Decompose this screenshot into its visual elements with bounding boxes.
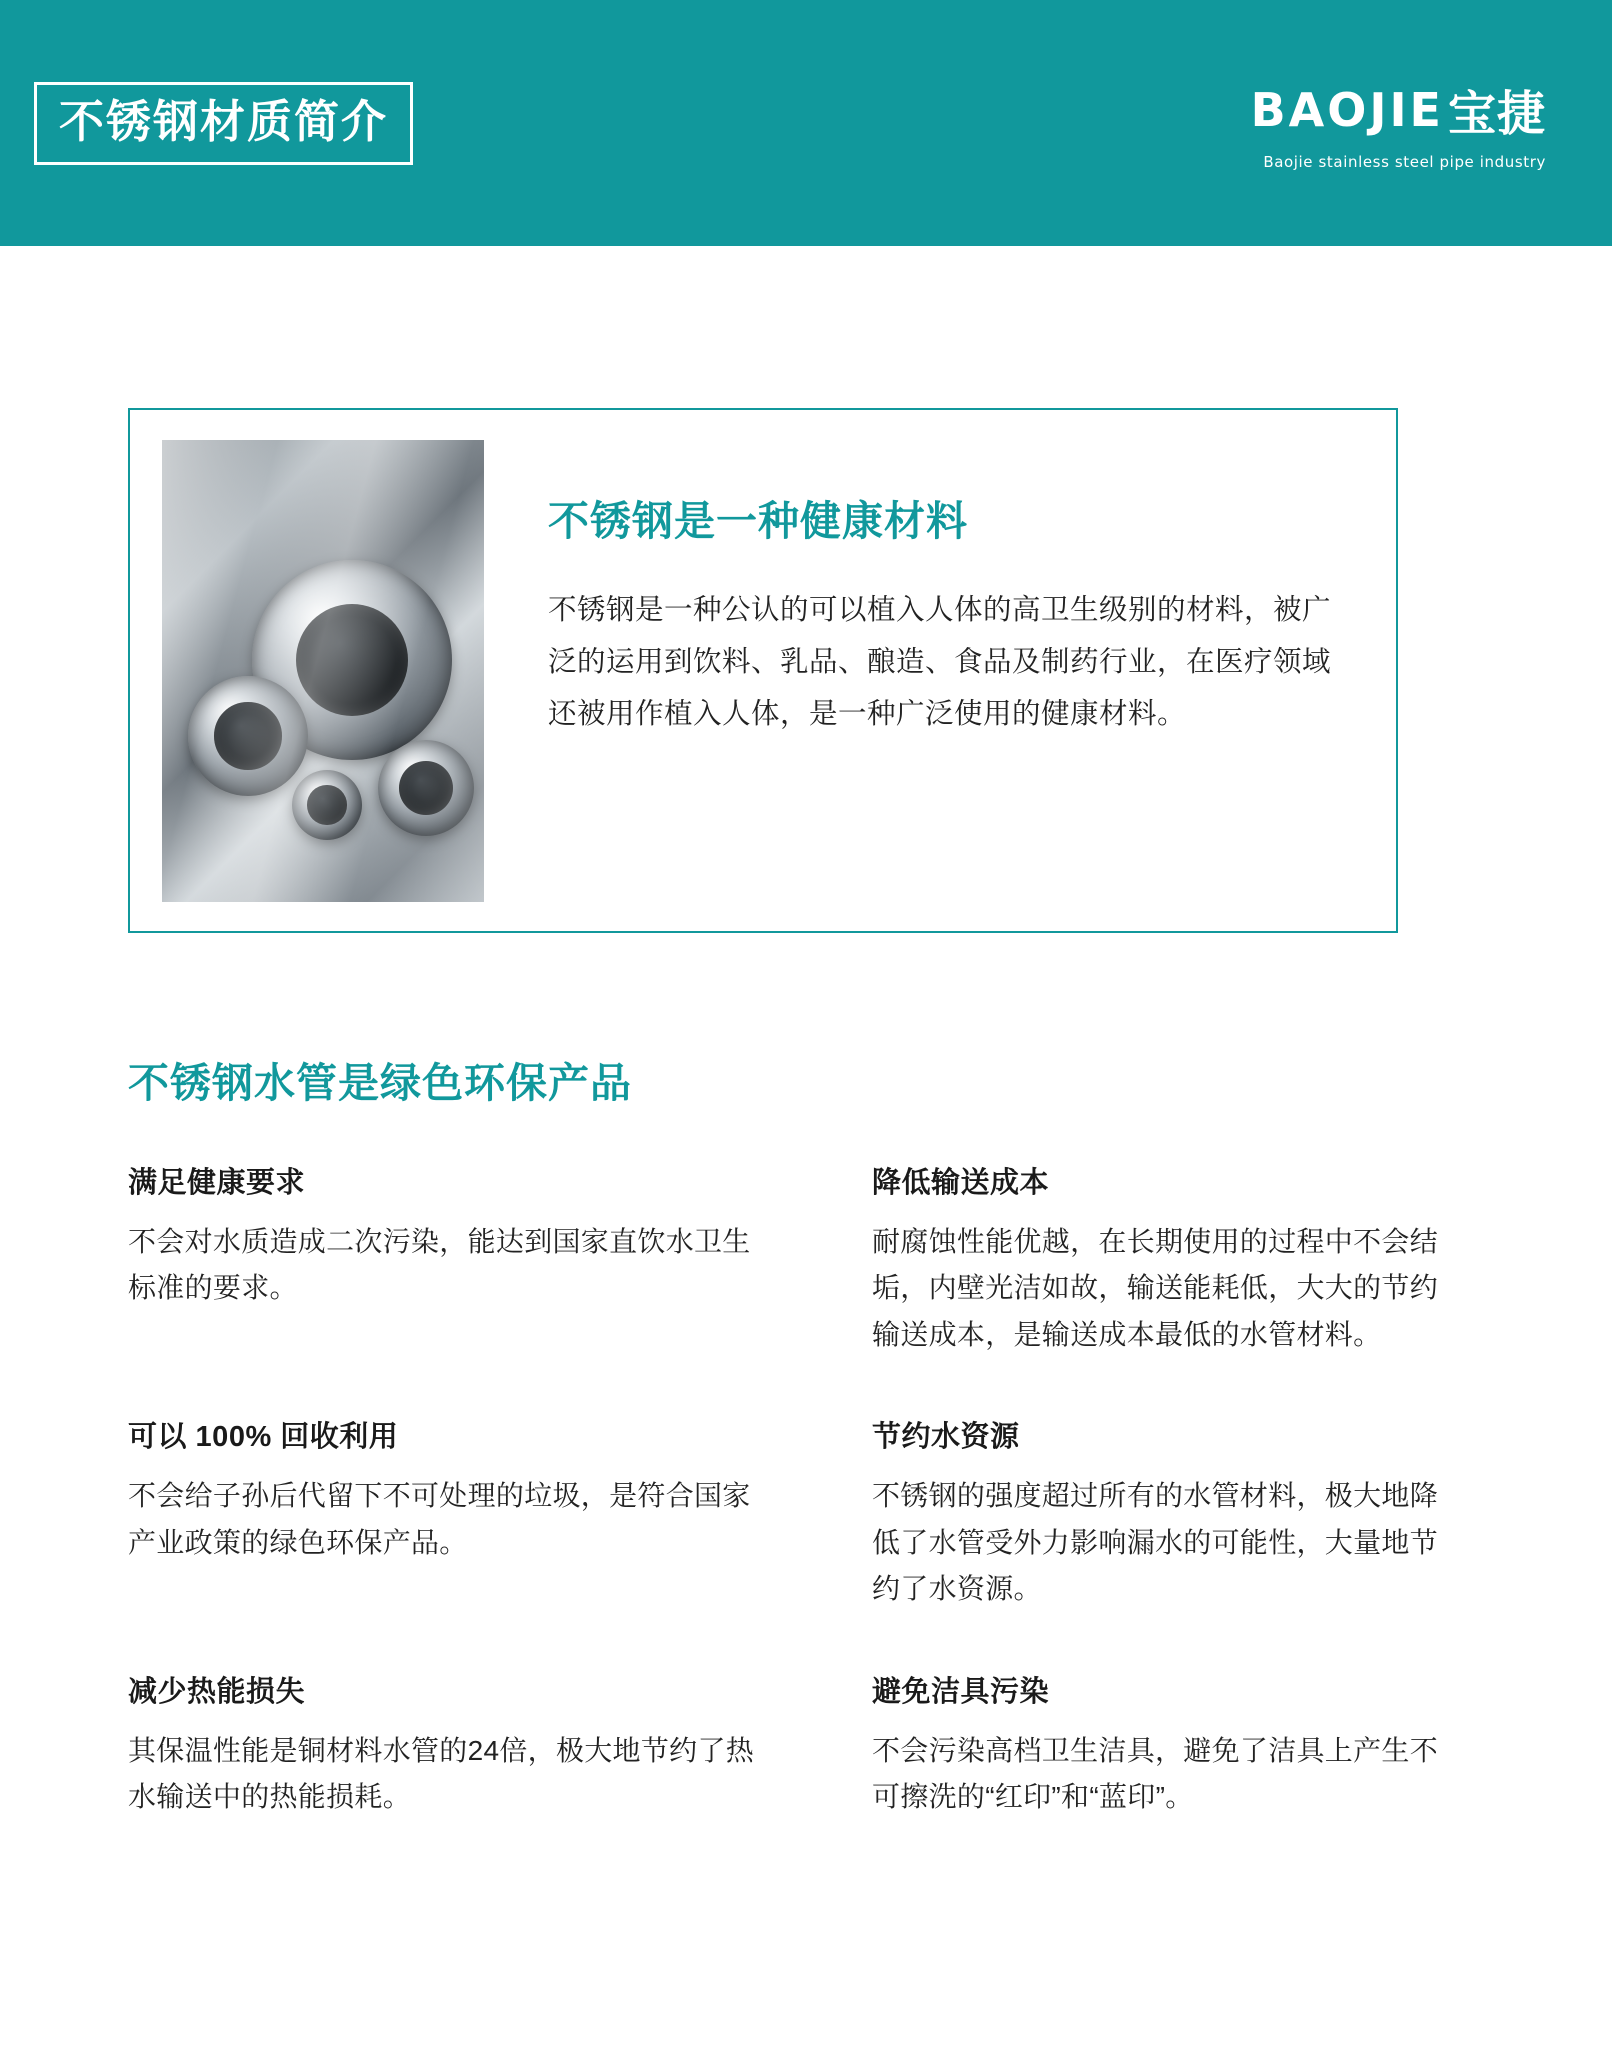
brand-logo-row xyxy=(1251,75,1546,144)
feature-item xyxy=(872,1414,1468,1612)
brand-latin-text: BAOJIE xyxy=(1250,82,1444,137)
feature-body: 不锈钢的强度超过所有的水管材料，极大地降低了水管受外力影响漏水的可能性，大量地节约了水资源。 xyxy=(872,1480,1439,1605)
page-title-box xyxy=(34,82,413,165)
feature-body: 不会给子孙后代留下不可处理的垃圾，是符合国家产业政策的绿色环保产品。 xyxy=(128,1480,751,1558)
feature-item xyxy=(872,1160,1468,1358)
feature-item xyxy=(872,1669,1468,1821)
brand-logo xyxy=(1251,75,1546,171)
pipe-shape-medium xyxy=(188,676,308,796)
feature-title: 减少热能损失 xyxy=(128,1675,306,1708)
feature-title: 节约水资源 xyxy=(872,1421,1020,1454)
feature-item xyxy=(128,1160,872,1358)
feature-body: 耐腐蚀性能优越，在长期使用的过程中不会结垢，内壁光洁如故，输送能耗低，大大的节约输送成本，是输送成本最低的水管材料。 xyxy=(872,1226,1439,1350)
feature-title: 避免洁具污染 xyxy=(872,1675,1050,1708)
feature-title: 可以 100% 回收利用 xyxy=(128,1421,399,1454)
stainless-steel-pipes-photo xyxy=(162,440,484,902)
intro-text-column xyxy=(484,440,1366,901)
intro-heading: 不锈钢是一种健康材料 xyxy=(548,498,968,544)
feature-body: 不会污染高档卫生洁具，避免了洁具上产生不可擦洗的“红印”和“蓝印”。 xyxy=(872,1734,1439,1813)
pipe-shape-small xyxy=(378,740,474,836)
feature-title: 降低输送成本 xyxy=(872,1167,1050,1199)
feature-item xyxy=(128,1414,872,1612)
feature-title: 满足健康要求 xyxy=(128,1167,306,1199)
intro-card-inner xyxy=(130,410,1396,931)
section-heading: 不锈钢水管是绿色环保产品 xyxy=(128,1060,632,1106)
intro-card xyxy=(128,408,1398,933)
feature-item xyxy=(128,1669,872,1821)
feature-body: 不会对水质造成二次污染，能达到国家直饮水卫生标准的要求。 xyxy=(128,1226,751,1304)
page-title: 不锈钢材质简介 xyxy=(59,95,389,147)
brand-chinese-text: 宝捷 xyxy=(1447,88,1546,141)
feature-body: 其保温性能是铜材料水管的24倍，极大地节约了热水输送中的热能损耗。 xyxy=(128,1734,755,1813)
page-header xyxy=(0,0,1612,246)
intro-body-text: 不锈钢是一种公认的可以植入人体的高卫生级别的材料，被广泛的运用到饮料、乳品、酿造、食品及制药行业，在医疗领域还被用作植入人体，是一种广泛使用的健康材料。 xyxy=(548,594,1332,730)
pipe-shape-tiny xyxy=(292,770,362,840)
brand-tagline: Baojie stainless steel pipe industry xyxy=(1263,153,1546,171)
features-grid xyxy=(128,1160,1468,1877)
